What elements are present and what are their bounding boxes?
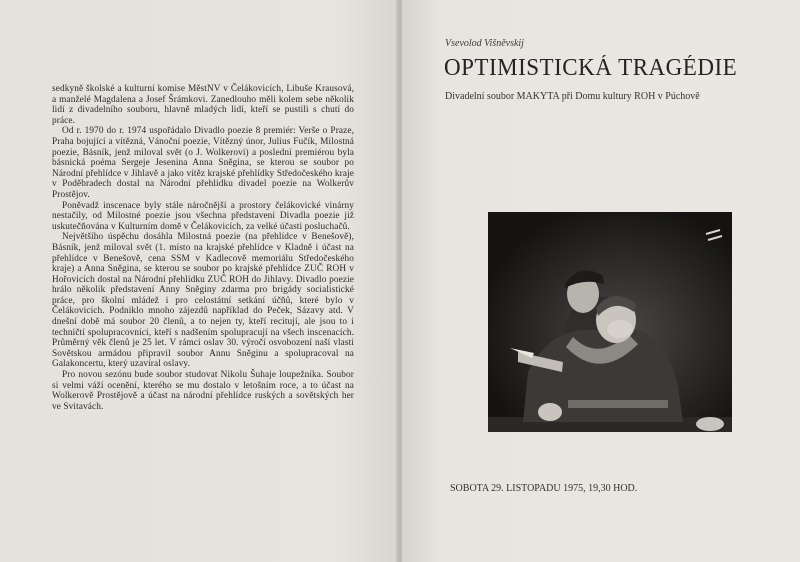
- paragraph-5: Pro novou sezónu bude soubor studovat Nikolu Šuhaje loupežníka. Soubor si velmi váží ocenění, kterého se mu dostalo v letošním roce, a to účast na Wolkerově Prostějově a účast na národní přehlídce ruských a sovětských her ve Svitavách.: [52, 370, 354, 412]
- play-title: OPTIMISTICKÁ TRAGÉDIE: [444, 55, 738, 81]
- play-author: Vsevolod Višněvskij: [445, 38, 524, 49]
- paragraph-1: sedkyně školské a kulturní komise MěstNV v Čelákovicích, Libuše Krausová, a manželé Magdalena a Josef Šrámkovi. Zanedlouho měli kolem sebe několik lidí z divadelního souboru, hlavně mladých lidí, kteří se pustili s chutí do práce.: [52, 84, 354, 126]
- ensemble-subtitle: Divadelní soubor MAKYTA při Domu kultury ROH v Púchově: [445, 91, 700, 102]
- left-page: [0, 0, 398, 562]
- photo-illustration: [488, 212, 732, 432]
- paragraph-4: Největšího úspěchu dosáhla Milostná poezie (na přehlídce v Benešově), Básník, jenž miloval svět (1. místo na krajské přehlídce v Kladně i účast na přehlídce v Benešově, cena SSM v Kadlecově memoriálu Středočeského kraje) a Anna Sněgina, se kterou se soubor po krajské přehlídce ZUČ ROH v Hořovicích dostal na Národní přehlídku ZUČ ROH do Jihlavy. Divadlo poezie hrálo několik představení Anny Sněginy zdarma pro brigády socialistické práce, pro školní mládež i pro celostátní setkání účňů, které bylo v Čelákovicích. Podniklo mnoho zájezdů například do Peček, Sázavy atd. V dnešní době má soubor 20 členů, a to nejen ty, kteří recitují, ale jsou to i techničtí spolupracovníci, kteří s nadšením spolupracují na všech inscenacích. Průměrný věk členů je 25 let. V rámci oslav 30. výročí osvobození naší vlasti Sovětskou armádou připravil soubor Annu Sněginu a spolupracoval na Galakoncertu, který uzavíral oslavy.: [52, 232, 354, 370]
- article-body: [52, 84, 354, 412]
- performance-date: SOBOTA 29. LISTOPADU 1975, 19,30 HOD.: [450, 483, 638, 494]
- paragraph-3: Poněvadž inscenace byly stále náročnější a prostory čelákovické vinárny nestačily, od Milostné poezie jsou všechna představení Divadla poezie již uskutečňována v Kulturním domě v Čelákovicích, za velké účasti posluchačů.: [52, 200, 354, 232]
- theatre-scene-photo: [488, 212, 732, 432]
- paragraph-2: Od r. 1970 do r. 1974 uspořádalo Divadlo poezie 8 premiér: Verše o Praze, Praha bojující a vítězná, Vánoční poezie, Vítězný únor, Julius Fučík, Milostná poezie, Básník, jenž miloval svět (o J. Wolkerovi) a poslední premiérou byla básnická poéma Sergeje Jesenina Anna Sněgina, se kterou se soubor po Národní přehlídce v Jihlavě a jako vítěz krajské přehlídky Středočeského kraje v Poděbradech dostal na Národní přehlídku divadel poezie na Wolkerův Prostějov.: [52, 126, 354, 200]
